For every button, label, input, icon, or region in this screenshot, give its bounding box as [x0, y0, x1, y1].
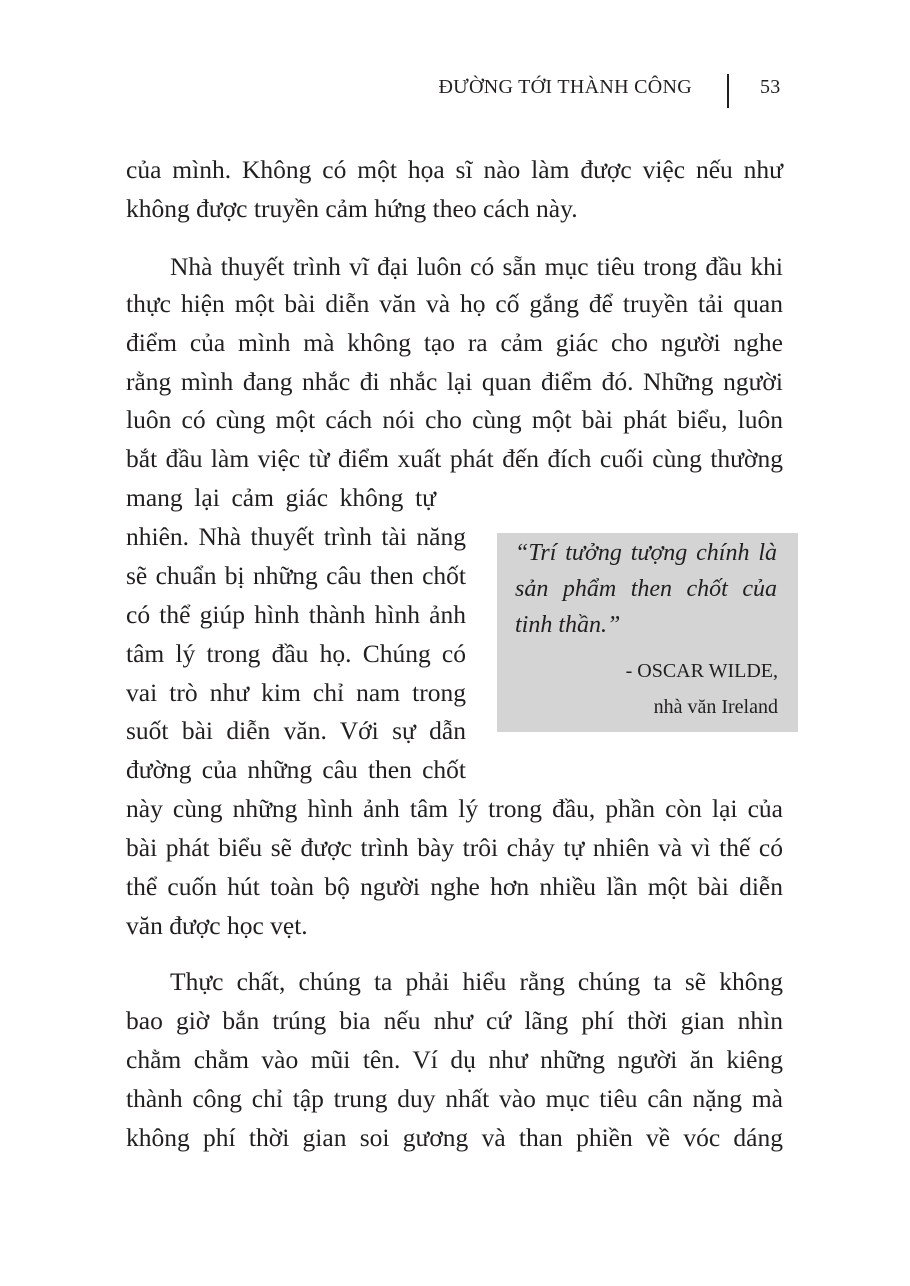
quote-author-description: nhà văn Ireland [653, 696, 778, 718]
pull-quote [497, 533, 798, 732]
text-line: suốt bài diễn văn. Với sự dẫn [126, 716, 466, 745]
text-line: nhiên. Nhà thuyết trình tài năng [126, 522, 466, 551]
text-line: bắt đầu làm việc từ điểm xuất phát đến đích cuối cùng thường [126, 444, 783, 473]
text-line: luôn có cùng một cách nói cho cùng một bài phát biểu, luôn [126, 405, 783, 434]
running-header [0, 74, 910, 108]
quote-line: sản phẩm then chốt của [515, 576, 777, 602]
text-line: bao giờ bắn trúng bia nếu như cứ lãng phí thời gian nhìn [126, 1006, 783, 1035]
page-number: 53 [760, 76, 781, 98]
text-line: đường của những câu then chốt [126, 755, 466, 784]
text-line: điểm của mình mà không tạo ra cảm giác cho người nghe [126, 328, 783, 357]
text-line: vai trò như kim chỉ nam trong [126, 678, 466, 707]
text-line: Thực chất, chúng ta phải hiểu rằng chúng ta sẽ không [170, 967, 783, 996]
text-line: thể cuốn hút toàn bộ người nghe hơn nhiều lần một bài diễn [126, 872, 783, 901]
quote-line: “Trí tưởng tượng chính là [515, 540, 777, 566]
text-line: này cùng những hình ảnh tâm lý trong đầu, phần còn lại của [126, 794, 783, 823]
text-line: sẽ chuẩn bị những câu then chốt [126, 561, 466, 590]
header-divider [727, 74, 729, 108]
text-line: bài phát biểu sẽ được trình bày trôi chảy tự nhiên và vì thế có [126, 833, 783, 862]
text-line: Nhà thuyết trình vĩ đại luôn có sẵn mục tiêu trong đầu khi [170, 252, 783, 281]
text-line: tâm lý trong đầu họ. Chúng có [126, 639, 466, 668]
text-line: có thể giúp hình thành hình ảnh [126, 600, 466, 629]
text-line: chằm chằm vào mũi tên. Ví dụ như những người ăn kiêng [126, 1045, 783, 1074]
text-line: mang lại cảm giác không tự [126, 483, 436, 512]
text-line: thực hiện một bài diễn văn và họ cố gắng để truyền tải quan [126, 289, 783, 318]
text-line: thành công chỉ tập trung duy nhất vào mục tiêu cân nặng mà [126, 1084, 783, 1113]
text-line: rằng mình đang nhắc đi nhắc lại quan điểm đó. Những người [126, 367, 783, 396]
text-line: văn được học vẹt. [126, 911, 308, 940]
book-title: ĐƯỜNG TỚI THÀNH CÔNG [438, 76, 692, 98]
text-line: không phí thời gian soi gương và than phiền về vóc dáng [126, 1123, 783, 1152]
quote-line: tinh thần.” [515, 612, 621, 638]
text-line: của mình. Không có một họa sĩ nào làm được việc nếu như [126, 155, 783, 184]
quote-author: - OSCAR WILDE, [625, 660, 778, 682]
text-line: không được truyền cảm hứng theo cách này. [126, 194, 578, 223]
